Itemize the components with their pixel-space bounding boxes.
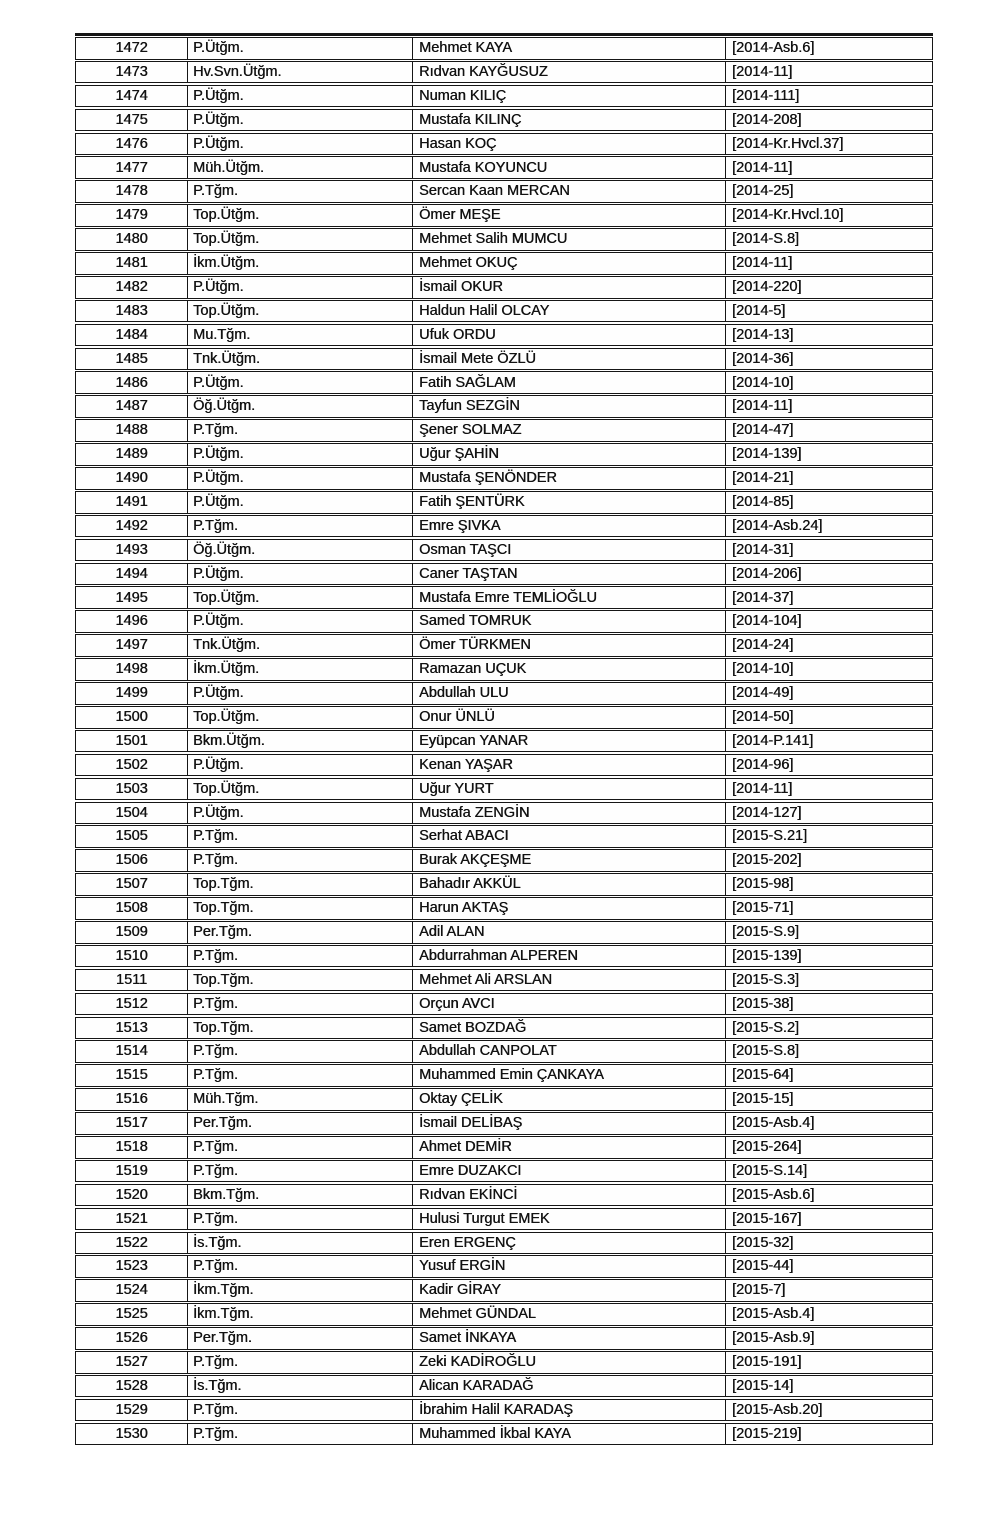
- name-cell: Muhammed Emin ÇANKAYA: [412, 1065, 725, 1086]
- name-cell: Kenan YAŞAR: [412, 755, 725, 776]
- class-code-cell: [2015-Asb.4]: [725, 1304, 932, 1325]
- name-cell: Rıdvan KAYĞUSUZ: [412, 62, 725, 83]
- sequence-number-cell: 1488: [115, 422, 148, 439]
- class-code-cell: [2014-11]: [725, 157, 932, 178]
- rank-cell: P.Tğm.: [187, 946, 412, 967]
- class-code-cell: [2014-11]: [725, 253, 932, 274]
- sequence-number-cell: 1530: [115, 1425, 148, 1442]
- rank-cell: P.Tğm.: [187, 1400, 412, 1421]
- rank-cell: Müh.Tğm.: [187, 1089, 412, 1110]
- class-code-cell: [2015-44]: [725, 1256, 932, 1277]
- table-row: [75, 706, 933, 729]
- rank-cell: P.Ütğm.: [187, 683, 412, 704]
- class-code-cell: [2014-37]: [725, 587, 932, 608]
- table-row: [75, 1088, 933, 1111]
- rank-cell: Per.Tğm.: [187, 1113, 412, 1134]
- class-code-cell: [2014-50]: [725, 707, 932, 728]
- name-cell: Mehmet Salih MUMCU: [412, 229, 725, 250]
- name-cell: Ömer MEŞE: [412, 205, 725, 226]
- sequence-number-cell: 1524: [115, 1282, 148, 1299]
- rank-cell: P.Tğm.: [187, 1161, 412, 1182]
- table-row: [75, 180, 933, 203]
- name-cell: Mustafa ŞENÖNDER: [412, 468, 725, 489]
- sequence-number-cell: 1501: [115, 732, 148, 749]
- sequence-number-cell: 1476: [115, 135, 148, 152]
- sequence-number-cell: 1525: [115, 1306, 148, 1323]
- name-cell: Tayfun SEZGİN: [412, 396, 725, 417]
- table-row: [75, 1040, 933, 1063]
- table-row: [75, 371, 933, 394]
- rank-cell: P.Tğm.: [187, 1209, 412, 1230]
- sequence-number-cell: 1516: [115, 1091, 148, 1108]
- table-row: [75, 610, 933, 633]
- sequence-number-cell: 1509: [115, 924, 148, 940]
- name-cell: Ömer TÜRKMEN: [412, 635, 725, 656]
- class-code-cell: [2014-P.141]: [725, 731, 932, 752]
- sequence-number-cell: 1510: [115, 947, 148, 964]
- name-cell: Mustafa KILINÇ: [412, 110, 725, 131]
- table-row: [75, 156, 933, 179]
- sequence-number-cell: 1497: [115, 637, 148, 654]
- rank-cell: Top.Tğm.: [187, 970, 412, 991]
- rank-cell: Top.Ütğm.: [187, 301, 412, 322]
- rank-cell: Top.Tğm.: [187, 898, 412, 919]
- table-row: [75, 133, 933, 156]
- name-cell: Abdullah CANPOLAT: [412, 1041, 725, 1062]
- rank-cell: P.Ütğm.: [187, 444, 412, 465]
- rank-cell: P.Ütğm.: [187, 803, 412, 824]
- class-code-cell: [2014-11]: [725, 779, 932, 800]
- name-cell: Haldun Halil OLCAY: [412, 301, 725, 322]
- table-top-border-line: [75, 33, 933, 36]
- table-row: [75, 1160, 933, 1183]
- name-cell: Orçun AVCI: [412, 994, 725, 1015]
- table-row: [75, 586, 933, 609]
- table-row: [75, 1255, 933, 1278]
- name-cell: Eren ERGENÇ: [412, 1233, 725, 1254]
- sequence-number-cell: 1517: [115, 1115, 148, 1132]
- name-cell: Mustafa ZENGİN: [412, 803, 725, 824]
- class-code-cell: [2015-32]: [725, 1233, 932, 1254]
- table-row: [75, 85, 933, 108]
- rank-cell: Bkm.Tğm.: [187, 1185, 412, 1206]
- roster-rows: [75, 37, 933, 1445]
- table-row: [75, 1399, 933, 1422]
- name-cell: Mehmet Ali ARSLAN: [412, 970, 725, 991]
- rank-cell: P.Ütğm.: [187, 86, 412, 107]
- name-cell: Harun AKTAŞ: [412, 898, 725, 919]
- rank-cell: P.Tğm.: [187, 181, 412, 202]
- sequence-number-cell: 1482: [115, 278, 148, 295]
- name-cell: Mustafa Emre TEMLİOĞLU: [412, 587, 725, 608]
- class-code-cell: [2014-49]: [725, 683, 932, 704]
- class-code-cell: [2014-206]: [725, 564, 932, 585]
- sequence-number-cell: 1486: [115, 374, 148, 391]
- table-row: [75, 658, 933, 681]
- table-row: [75, 61, 933, 84]
- class-code-cell: [2014-24]: [725, 635, 932, 656]
- name-cell: Mehmet GÜNDAL: [412, 1304, 725, 1325]
- rank-cell: P.Tğm.: [187, 1041, 412, 1062]
- sequence-number-cell: 1492: [115, 517, 148, 534]
- name-cell: Alican KARADAĞ: [412, 1376, 725, 1397]
- sequence-number-cell: 1529: [115, 1401, 148, 1418]
- table-row: [75, 228, 933, 251]
- table-row: [75, 754, 933, 777]
- class-code-cell: [2014-127]: [725, 803, 932, 824]
- rank-cell: P.Tğm.: [187, 1256, 412, 1277]
- table-row: [75, 1375, 933, 1398]
- sequence-number-cell: 1527: [115, 1354, 148, 1371]
- class-code-cell: [2015-S.2]: [725, 1018, 932, 1039]
- name-cell: Burak AKÇEŞME: [412, 850, 725, 871]
- name-cell: Hulusi Turgut EMEK: [412, 1209, 725, 1230]
- sequence-number-cell: 1500: [115, 708, 148, 725]
- class-code-cell: [2014-10]: [725, 372, 932, 393]
- rank-cell: İkm.Tğm.: [187, 1280, 412, 1301]
- rank-cell: P.Ütğm.: [187, 468, 412, 489]
- name-cell: Osman TAŞCI: [412, 540, 725, 561]
- name-cell: İbrahim Halil KARADAŞ: [412, 1400, 725, 1421]
- name-cell: Emre ŞIVKA: [412, 516, 725, 537]
- class-code-cell: [2014-104]: [725, 611, 932, 632]
- table-row: [75, 348, 933, 371]
- class-code-cell: [2015-167]: [725, 1209, 932, 1230]
- rank-cell: Müh.Ütğm.: [187, 157, 412, 178]
- name-cell: Ahmet DEMİR: [412, 1137, 725, 1158]
- sequence-number-cell: 1519: [115, 1162, 148, 1179]
- sequence-number-cell: 1515: [115, 1067, 148, 1084]
- sequence-number-cell: 1506: [115, 852, 148, 869]
- table-row: [75, 109, 933, 132]
- table-row: [75, 825, 933, 848]
- class-code-cell: [2014-Kr.Hvcl.10]: [725, 205, 932, 226]
- sequence-number-cell: 1494: [115, 565, 148, 582]
- name-cell: Uğur YURT: [412, 779, 725, 800]
- class-code-cell: [2014-11]: [725, 396, 932, 417]
- name-cell: Samet İNKAYA: [412, 1328, 725, 1349]
- rank-cell: P.Ütğm.: [187, 38, 412, 59]
- table-row: [75, 945, 933, 968]
- sequence-number-cell: 1480: [115, 231, 148, 248]
- sequence-number-cell: 1518: [115, 1139, 148, 1156]
- name-cell: Sercan Kaan MERCAN: [412, 181, 725, 202]
- table-row: [75, 1184, 933, 1207]
- name-cell: Mehmet KAYA: [412, 38, 725, 59]
- sequence-number-cell: 1474: [115, 87, 148, 104]
- table-row: [75, 1112, 933, 1135]
- name-cell: Caner TAŞTAN: [412, 564, 725, 585]
- table-row: [75, 1303, 933, 1326]
- table-row: [75, 969, 933, 992]
- rank-cell: Öğ.Ütğm.: [187, 540, 412, 561]
- table-row: [75, 1279, 933, 1302]
- sequence-number-cell: 1522: [115, 1234, 148, 1251]
- name-cell: Abdurrahman ALPEREN: [412, 946, 725, 967]
- class-code-cell: [2014-Asb.6]: [725, 38, 932, 59]
- table-row: [75, 539, 933, 562]
- class-code-cell: [2015-38]: [725, 994, 932, 1015]
- rank-cell: P.Tğm.: [187, 516, 412, 537]
- rank-cell: P.Ütğm.: [187, 492, 412, 513]
- table-row: [75, 300, 933, 323]
- table-row: [75, 1064, 933, 1087]
- rank-cell: P.Tğm.: [187, 850, 412, 871]
- rank-cell: Top.Tğm.: [187, 1018, 412, 1039]
- class-code-cell: [2015-191]: [725, 1352, 932, 1373]
- class-code-cell: [2014-10]: [725, 659, 932, 680]
- sequence-number-cell: 1485: [115, 350, 148, 367]
- table-row: [75, 1423, 933, 1446]
- sequence-number-cell: 1472: [115, 40, 148, 57]
- table-row: [75, 1351, 933, 1374]
- rank-cell: İs.Tğm.: [187, 1376, 412, 1397]
- sequence-number-cell: 1479: [115, 207, 148, 224]
- name-cell: İsmail OKUR: [412, 277, 725, 298]
- class-code-cell: [2014-Kr.Hvcl.37]: [725, 134, 932, 155]
- rank-cell: P.Tğm.: [187, 826, 412, 847]
- table-row: [75, 682, 933, 705]
- class-code-cell: [2015-Asb.20]: [725, 1400, 932, 1421]
- name-cell: Samet BOZDAĞ: [412, 1018, 725, 1039]
- rank-cell: Mu.Tğm.: [187, 325, 412, 346]
- sequence-number-cell: 1489: [115, 446, 148, 463]
- sequence-number-cell: 1513: [115, 1019, 148, 1036]
- sequence-number-cell: 1498: [115, 661, 148, 678]
- rank-cell: Per.Tğm.: [187, 1328, 412, 1349]
- name-cell: Fatih SAĞLAM: [412, 372, 725, 393]
- rank-cell: P.Ütğm.: [187, 134, 412, 155]
- name-cell: Ufuk ORDU: [412, 325, 725, 346]
- sequence-number-cell: 1491: [115, 493, 148, 510]
- class-code-cell: [2014-21]: [725, 468, 932, 489]
- name-cell: Abdullah ULU: [412, 683, 725, 704]
- name-cell: Onur ÜNLÜ: [412, 707, 725, 728]
- name-cell: Mustafa KOYUNCU: [412, 157, 725, 178]
- class-code-cell: [2015-14]: [725, 1376, 932, 1397]
- sequence-number-cell: 1499: [115, 685, 148, 702]
- class-code-cell: [2014-13]: [725, 325, 932, 346]
- class-code-cell: [2015-S.8]: [725, 1041, 932, 1062]
- rank-cell: P.Tğm.: [187, 1424, 412, 1445]
- table-row: [75, 1232, 933, 1255]
- table-row: [75, 467, 933, 490]
- name-cell: Muhammed İkbal KAYA: [412, 1424, 725, 1445]
- name-cell: Eyüpcan YANAR: [412, 731, 725, 752]
- rank-cell: Tnk.Ütğm.: [187, 349, 412, 370]
- name-cell: Fatih ŞENTÜRK: [412, 492, 725, 513]
- class-code-cell: [2015-98]: [725, 874, 932, 895]
- name-cell: Zeki KADİROĞLU: [412, 1352, 725, 1373]
- sequence-number-cell: 1503: [115, 780, 148, 797]
- rank-cell: Bkm.Ütğm.: [187, 731, 412, 752]
- rank-cell: Öğ.Ütğm.: [187, 396, 412, 417]
- rank-cell: İkm.Ütğm.: [187, 253, 412, 274]
- table-row: [75, 897, 933, 920]
- table-row: [75, 873, 933, 896]
- class-code-cell: [2014-85]: [725, 492, 932, 513]
- sequence-number-cell: 1490: [115, 470, 148, 487]
- class-code-cell: [2015-15]: [725, 1089, 932, 1110]
- table-row: [75, 778, 933, 801]
- table-row: [75, 1327, 933, 1350]
- name-cell: Serhat ABACI: [412, 826, 725, 847]
- rank-cell: P.Ütğm.: [187, 110, 412, 131]
- sequence-number-cell: 1495: [115, 589, 148, 606]
- name-cell: Oktay ÇELİK: [412, 1089, 725, 1110]
- sequence-number-cell: 1528: [115, 1377, 148, 1394]
- sequence-number-cell: 1520: [115, 1186, 148, 1203]
- rank-cell: Top.Ütğm.: [187, 707, 412, 728]
- table-row: [75, 921, 933, 944]
- class-code-cell: [2015-202]: [725, 850, 932, 871]
- rank-cell: İkm.Ütğm.: [187, 659, 412, 680]
- rank-cell: Tnk.Ütğm.: [187, 635, 412, 656]
- rank-cell: P.Tğm.: [187, 1137, 412, 1158]
- class-code-cell: [2014-36]: [725, 349, 932, 370]
- table-row: [75, 515, 933, 538]
- table-row: [75, 37, 933, 60]
- rank-cell: P.Ütğm.: [187, 611, 412, 632]
- table-row: [75, 802, 933, 825]
- name-cell: Rıdvan EKİNCİ: [412, 1185, 725, 1206]
- name-cell: Mehmet OKUÇ: [412, 253, 725, 274]
- sequence-number-cell: 1481: [115, 255, 148, 272]
- class-code-cell: [2014-47]: [725, 420, 932, 441]
- table-row: [75, 395, 933, 418]
- rank-cell: P.Ütğm.: [187, 755, 412, 776]
- rank-cell: Per.Tğm.: [187, 922, 412, 943]
- name-cell: Emre DUZAKCI: [412, 1161, 725, 1182]
- class-code-cell: [2015-S.14]: [725, 1161, 932, 1182]
- class-code-cell: [2015-7]: [725, 1280, 932, 1301]
- rank-cell: P.Ütğm.: [187, 277, 412, 298]
- class-code-cell: [2015-264]: [725, 1137, 932, 1158]
- class-code-cell: [2014-S.8]: [725, 229, 932, 250]
- rank-cell: P.Ütğm.: [187, 372, 412, 393]
- sequence-number-cell: 1475: [115, 111, 148, 128]
- table-row: [75, 563, 933, 586]
- personnel-roster-table: [75, 33, 933, 1447]
- sequence-number-cell: 1526: [115, 1330, 148, 1347]
- class-code-cell: [2014-96]: [725, 755, 932, 776]
- table-row: [75, 491, 933, 514]
- name-cell: Hasan KOÇ: [412, 134, 725, 155]
- table-row: [75, 419, 933, 442]
- class-code-cell: [2014-25]: [725, 181, 932, 202]
- sequence-number-cell: 1484: [115, 326, 148, 343]
- rank-cell: İkm.Tğm.: [187, 1304, 412, 1325]
- table-row: [75, 634, 933, 657]
- class-code-cell: [2014-220]: [725, 277, 932, 298]
- name-cell: Yusuf ERGİN: [412, 1256, 725, 1277]
- class-code-cell: [2014-31]: [725, 540, 932, 561]
- table-row: [75, 730, 933, 753]
- rank-cell: Top.Ütğm.: [187, 779, 412, 800]
- sequence-number-cell: 1473: [115, 63, 148, 80]
- table-row: [75, 276, 933, 299]
- class-code-cell: [2015-Asb.4]: [725, 1113, 932, 1134]
- name-cell: Kadir GİRAY: [412, 1280, 725, 1301]
- table-row: [75, 443, 933, 466]
- name-cell: Uğur ŞAHİN: [412, 444, 725, 465]
- class-code-cell: [2014-139]: [725, 444, 932, 465]
- class-code-cell: [2015-219]: [725, 1424, 932, 1445]
- sequence-number-cell: 1511: [115, 971, 148, 988]
- class-code-cell: [2015-S.9]: [725, 922, 932, 943]
- table-row: [75, 324, 933, 347]
- rank-cell: Top.Ütğm.: [187, 205, 412, 226]
- rank-cell: Top.Tğm.: [187, 874, 412, 895]
- sequence-number-cell: 1487: [115, 398, 148, 415]
- sequence-number-cell: 1508: [115, 900, 148, 917]
- sequence-number-cell: 1507: [115, 876, 148, 893]
- table-row: [75, 849, 933, 872]
- rank-cell: Hv.Svn.Ütğm.: [187, 62, 412, 83]
- name-cell: Samed TOMRUK: [412, 611, 725, 632]
- class-code-cell: [2014-5]: [725, 301, 932, 322]
- sequence-number-cell: 1483: [115, 302, 148, 319]
- class-code-cell: [2014-Asb.24]: [725, 516, 932, 537]
- table-row: [75, 1017, 933, 1040]
- class-code-cell: [2014-11]: [725, 62, 932, 83]
- class-code-cell: [2014-111]: [725, 86, 932, 107]
- class-code-cell: [2014-208]: [725, 110, 932, 131]
- sequence-number-cell: 1478: [115, 183, 148, 200]
- name-cell: Ramazan UÇUK: [412, 659, 725, 680]
- class-code-cell: [2015-Asb.6]: [725, 1185, 932, 1206]
- table-row: [75, 252, 933, 275]
- rank-cell: P.Tğm.: [187, 1065, 412, 1086]
- rank-cell: P.Ütğm.: [187, 564, 412, 585]
- table-row: [75, 204, 933, 227]
- name-cell: Bahadır AKKÜL: [412, 874, 725, 895]
- sequence-number-cell: 1493: [115, 541, 148, 558]
- table-row: [75, 1136, 933, 1159]
- class-code-cell: [2015-64]: [725, 1065, 932, 1086]
- class-code-cell: [2015-Asb.9]: [725, 1328, 932, 1349]
- sequence-number-cell: 1505: [115, 828, 148, 845]
- sequence-number-cell: 1496: [115, 613, 148, 630]
- sequence-number-cell: 1514: [115, 1043, 148, 1060]
- sequence-number-cell: 1512: [115, 995, 148, 1012]
- rank-cell: İs.Tğm.: [187, 1233, 412, 1254]
- name-cell: İsmail DELİBAŞ: [412, 1113, 725, 1134]
- rank-cell: P.Tğm.: [187, 420, 412, 441]
- class-code-cell: [2015-S.21]: [725, 826, 932, 847]
- rank-cell: P.Tğm.: [187, 994, 412, 1015]
- sequence-number-cell: 1477: [115, 159, 148, 176]
- rank-cell: Top.Ütğm.: [187, 587, 412, 608]
- table-row: [75, 1208, 933, 1231]
- sequence-number-cell: 1502: [115, 756, 148, 773]
- table-row: [75, 993, 933, 1016]
- rank-cell: Top.Ütğm.: [187, 229, 412, 250]
- name-cell: Şener SOLMAZ: [412, 420, 725, 441]
- class-code-cell: [2015-71]: [725, 898, 932, 919]
- name-cell: Adil ALAN: [412, 922, 725, 943]
- class-code-cell: [2015-139]: [725, 946, 932, 967]
- sequence-number-cell: 1523: [115, 1258, 148, 1275]
- class-code-cell: [2015-S.3]: [725, 970, 932, 991]
- rank-cell: P.Tğm.: [187, 1352, 412, 1373]
- sequence-number-cell: 1504: [115, 804, 148, 821]
- sequence-number-cell: 1521: [115, 1210, 148, 1227]
- name-cell: Numan KILIÇ: [412, 86, 725, 107]
- name-cell: İsmail Mete ÖZLÜ: [412, 349, 725, 370]
